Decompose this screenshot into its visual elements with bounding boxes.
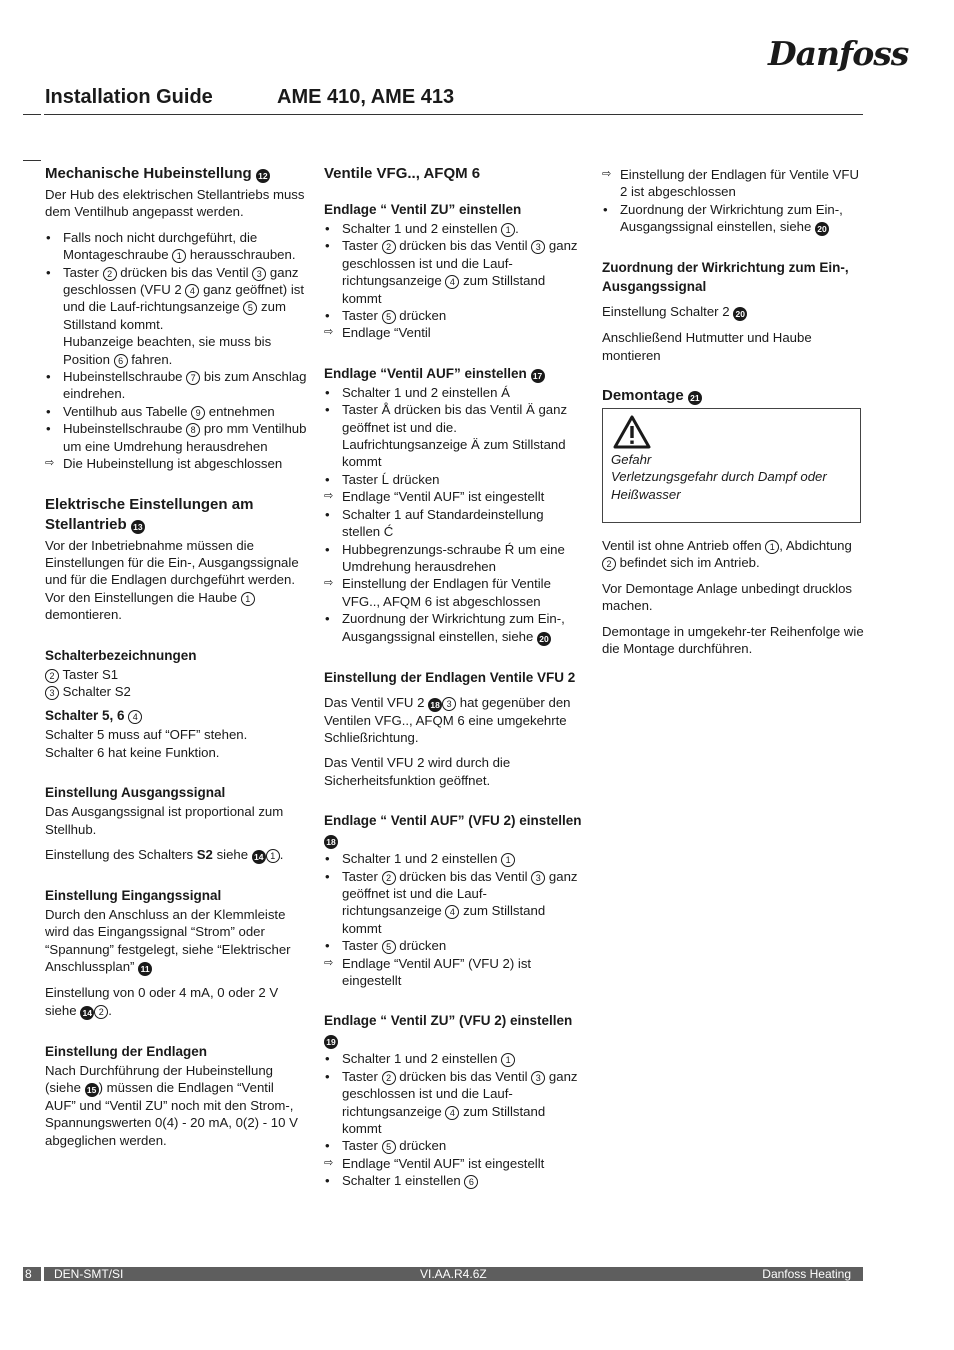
result-item: ⇨ Endlage “Ventil AUF” ist eingestellt	[324, 488, 582, 505]
paragraph: Nach Durchführung der Hubeinstellung (siehe 15 ) müssen die Endlagen “Ventil AUF” und “Ventil ZU” noch mit den Strom-, Spannungswerten 0(4) - 20 mA, 0(2) - 10 V abgeglichen werden.	[45, 1062, 298, 1148]
paragraph: Das Ventil VFU 2 wird durch die Sicherheitsfunktion geöffnet.	[324, 755, 511, 788]
subsection-heading: Schalter 5, 6 4	[45, 706, 307, 725]
paragraph: Anschließend Hutmutter und Haube montieren	[602, 330, 812, 363]
result-item: ⇨ Endlage “Ventil AUF” ist eingestellt	[324, 1155, 582, 1172]
list-item: • Zuordnung der Wirkrichtung zum Ein-, Ausgangssignal einstellen, siehe 20	[324, 610, 582, 645]
list-item: • Taster Ĺ drücken	[324, 471, 582, 488]
paragraph: Vor der Inbetriebnahme müssen die Einstellungen für die Ein-, Ausgangssignale und für die Endlagen durchgeführt werden.	[45, 537, 299, 588]
warning-triangle-icon	[613, 415, 651, 449]
figure-ref: 13	[131, 520, 145, 534]
warning-title: Gefahr	[611, 452, 652, 468]
section-heading: Elektrische Einstellungen am Stellantrieb 13	[45, 495, 254, 533]
list-item: Hubanzeige beachten, sie muss bis Position 6 fahren.	[63, 334, 272, 367]
paragraph: Durch den Anschluss an der Klemmleiste wird das Eingangssignal “Strom” oder “Spannung” festgelegt, siehe “Elektrischer Anschlussplan” 11	[45, 906, 291, 975]
list-item: • Taster 2 drücken bis das Ventil 3 ganz geschlossen ist und die Lauf-richtungsanzeige 4 zum Stillstand kommt	[324, 1068, 582, 1138]
step-list	[45, 229, 307, 473]
switch-line: 2 Taster S1	[45, 666, 307, 683]
list-item: • Taster 2 drücken bis das Ventil 3 ganz geöffnet ist und die Lauf-richtungsanzeige 4 zum Stillstand kommt	[324, 868, 582, 938]
section-heading: Demontage 21	[602, 386, 865, 406]
result-item: ⇨ Die Hubeinstellung ist abgeschlossen	[45, 455, 307, 472]
step-list	[324, 220, 582, 342]
step-list	[602, 166, 865, 236]
paragraph: Ventil ist ohne Antrieb offen 1 , Abdichtung 2 befindet sich im Antrieb.	[602, 538, 852, 571]
step-list	[324, 1050, 582, 1189]
subsection-heading: Einstellung Eingangssignal	[45, 887, 222, 903]
list-item: • Hubeinstellschraube 8 pro mm Ventilhub um eine Umdrehung herausdrehen	[45, 420, 307, 455]
paragraph: Der Hub des elektrischen Stellantriebs muss dem Ventilhub angepasst werden.	[45, 187, 305, 220]
list-item: • Zuordnung der Wirkrichtung zum Ein-, Ausgangssignal einstellen, siehe 20	[602, 201, 865, 236]
list-item: • Taster Å drücken bis das Ventil Ä ganz geöffnet ist und die. Laufrichtungsanzeige Ä zum Stillstand kommt	[324, 401, 582, 471]
paragraph: Vor den Einstellungen die Haube 1 demontieren.	[45, 589, 307, 624]
section-heading: Ventile VFG.., AFQM 6	[324, 165, 481, 182]
list-item: • Schalter 1 und 2 einstellen Á	[324, 384, 582, 401]
subsection-heading: Endlage “ Ventil ZU” (VFU 2) einstellen 19	[324, 1013, 573, 1048]
result-item: ⇨ Einstellung der Endlagen für Ventile VFU 2 ist abgeschlossen	[602, 166, 865, 201]
page-title: Installation Guide	[45, 86, 213, 108]
list-item: • Taster 5 drücken	[324, 1137, 582, 1154]
margin-mark	[23, 160, 41, 161]
column-1	[45, 164, 307, 1157]
paragraph: Vor Demontage Anlage unbedingt drucklos machen.	[602, 580, 853, 614]
list-item: • Ventilhub aus Tabelle 9 entnehmen	[45, 403, 307, 420]
list-item: • Taster 5 drücken	[324, 937, 582, 954]
list-item: • Taster 2 drücken bis das Ventil 3 ganz geschlossen (VFU 2 4 ganz geöffnet) ist und die Lauf-richtungsanzeige 5 zum Stillstand kommt.	[45, 264, 307, 334]
list-item: • Falls noch nicht durchgeführt, die Montageschraube 1 herausschrauben.	[45, 229, 307, 264]
footer-bar	[44, 1267, 863, 1281]
subsection-heading: Einstellung der Endlagen Ventile VFU 2	[324, 669, 576, 685]
warning-text: Verletzungsgefahr durch Dampf oder Heißwasser	[611, 469, 827, 502]
list-item: • Schalter 1 und 2 einstellen 1 .	[324, 220, 582, 237]
footer-company: Danfoss Heating	[762, 1267, 851, 1281]
list-item: • Schalter 1 und 2 einstellen 1	[324, 850, 582, 867]
paragraph: Einstellung des Schalters S2 siehe 14 1 .	[45, 846, 284, 862]
switch-line: 3 Schalter S2	[45, 683, 307, 700]
header-rule	[44, 114, 863, 115]
paragraph: Demontage in umgekehr-ter Reihenfolge wie die Montage durchführen.	[602, 623, 864, 657]
list-item: • Schalter 1 einstellen 6	[324, 1172, 582, 1189]
header-rule-left	[23, 114, 41, 115]
subsection-heading: Schalterbezeichnungen	[45, 647, 197, 663]
danfoss-logo: Danfoss	[768, 34, 909, 73]
subsection-heading: Endlage “Ventil AUF” einstellen 17	[324, 364, 582, 383]
list-item: • Hubeinstellschraube 7 bis zum Anschlag eindrehen.	[45, 368, 307, 403]
column-3	[602, 166, 865, 665]
section-heading: Mechanische Hubeinstellung 12	[45, 164, 307, 184]
step-list	[324, 850, 582, 989]
subsection-heading: Zuordnung der Wirkrichtung zum Ein-, Ausgangssignal	[602, 260, 849, 295]
footer-doc-code: DEN-SMT/SI	[54, 1267, 124, 1281]
subsection-heading: Einstellung der Endlagen	[45, 1043, 208, 1059]
paragraph: Das Ausgangssignal ist proportional zum Stellhub.	[45, 804, 284, 837]
list-item: • Taster 2 drücken bis das Ventil 3 ganz geschlossen ist und die Lauf-richtungsanzeige 4 zum Stillstand kommt	[324, 237, 582, 307]
figure-ref: 12	[256, 169, 270, 183]
list-item: • Taster 5 drücken	[324, 307, 582, 324]
list-item: • Schalter 1 und 2 einstellen 1	[324, 1050, 582, 1067]
page-number: 8	[23, 1267, 41, 1281]
paragraph: Einstellung von 0 oder 4 mA, 0 oder 2 V siehe 14 2 .	[45, 985, 279, 1018]
paragraph: Einstellung Schalter 2 20	[602, 303, 865, 321]
subsection-heading: Einstellung Ausgangssignal	[45, 785, 226, 801]
column-2	[324, 164, 582, 1198]
footer-ref: VI.AA.R4.6Z	[420, 1267, 487, 1281]
paragraph: Das Ventil VFU 2 18 3 hat gegenüber den Ventilen VFG.., AFQM 6 eine umgekehrte Schließrichtung.	[324, 694, 571, 745]
result-item: ⇨ Einstellung der Endlagen für Ventile VFG.., AFQM 6 ist abgeschlossen	[324, 575, 582, 610]
paragraph: Schalter 5 muss auf “OFF” stehen.	[45, 727, 248, 743]
subsection-heading: Endlage “ Ventil AUF” (VFU 2) einstellen 18	[324, 813, 582, 848]
list-item: • Schalter 1 auf Standardeinstellung stellen Ć	[324, 506, 582, 541]
step-list	[324, 384, 582, 646]
list-item: • Hubbegrenzungs-schraube Ŕ um eine Umdrehung herausdrehen	[324, 541, 582, 576]
product-title: AME 410, AME 413	[277, 86, 455, 108]
result-item: ⇨ Endlage “Ventil	[324, 324, 582, 341]
warning-box	[602, 408, 861, 523]
subsection-heading: Endlage “ Ventil ZU” einstellen	[324, 202, 522, 217]
paragraph: Schalter 6 hat keine Funktion.	[45, 744, 220, 760]
result-item: ⇨ Endlage “Ventil AUF” (VFU 2) ist eingestellt	[324, 955, 582, 990]
